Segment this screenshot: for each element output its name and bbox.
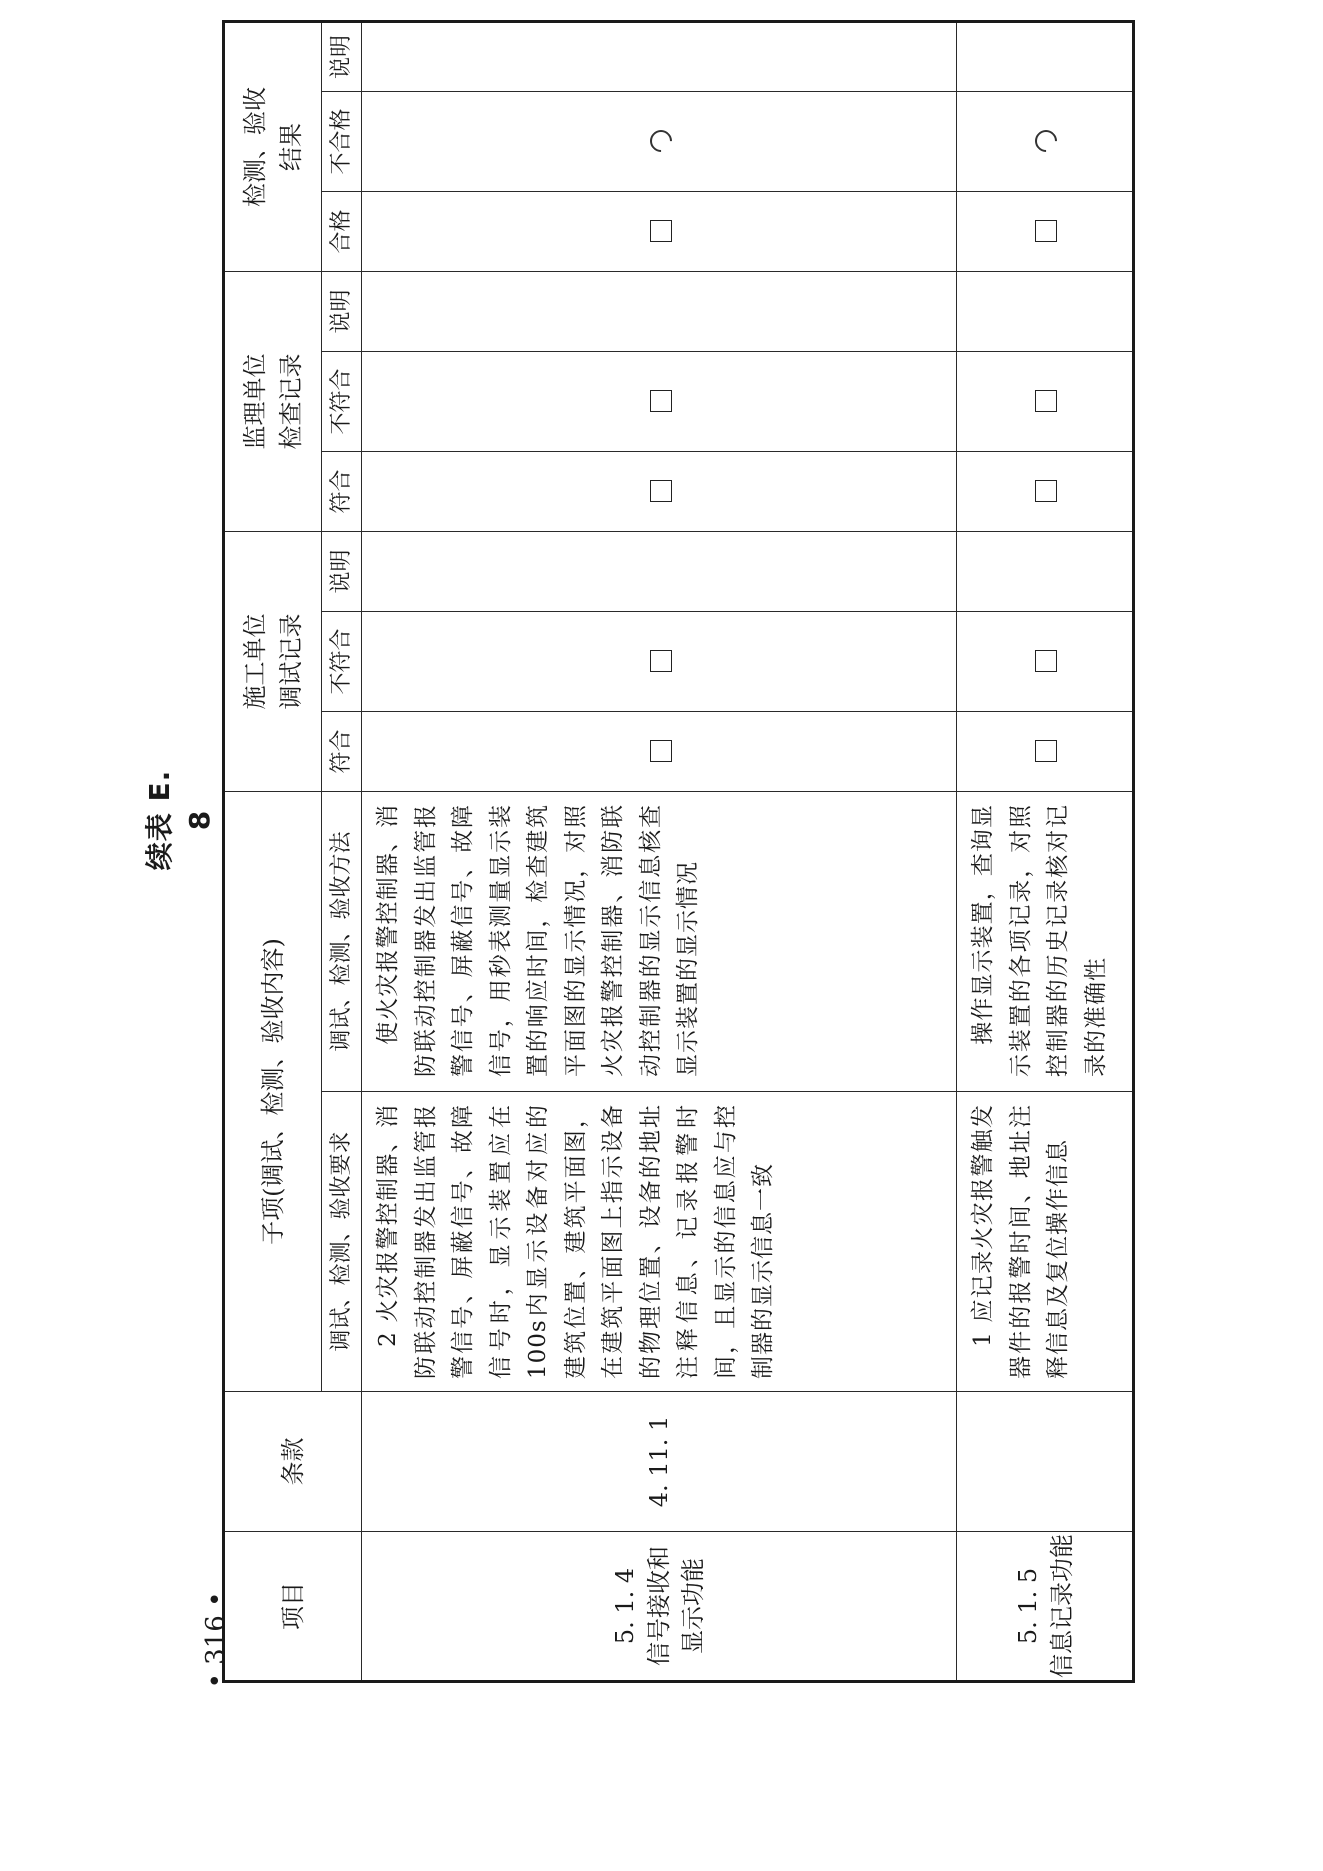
empty-checkbox-icon[interactable] bbox=[650, 480, 672, 502]
header-construction-note: 说明 bbox=[322, 531, 362, 611]
construction-conform-cell[interactable] bbox=[957, 711, 1134, 791]
header-construction-conform: 符合 bbox=[322, 711, 362, 791]
item-name-line2: 显示功能 bbox=[679, 1558, 707, 1654]
method-text: 使火灾报警控制器、消防联动控制器发出监管报警信号、屏蔽信号、故障信号，用秒表测量显示装置的响应时间，检查建筑平面图的显示情况，对照火灾报警控制器、消防联动控制器的显示信息核查显示装置的显示情况 bbox=[375, 803, 701, 1077]
empty-checkbox-icon[interactable] bbox=[1035, 480, 1057, 502]
header-supervision-conform: 符合 bbox=[322, 451, 362, 531]
result-qualified-cell[interactable] bbox=[957, 191, 1134, 271]
circle-mark-icon[interactable] bbox=[645, 126, 676, 157]
header-row-top bbox=[224, 21, 322, 1681]
header-result-unqualified: 不合格 bbox=[322, 91, 362, 191]
circle-mark-icon[interactable] bbox=[1030, 126, 1061, 157]
item-cell bbox=[957, 1532, 1134, 1682]
requirement-text: 1 应记录火灾报警触发器件的报警时间、地址注释信息及复位操作信息 bbox=[970, 1104, 1071, 1379]
header-supervision-note: 说明 bbox=[322, 271, 362, 351]
empty-checkbox-icon[interactable] bbox=[650, 390, 672, 412]
table-row bbox=[957, 21, 1134, 1681]
clause-cell: 4. 11. 1 bbox=[362, 1392, 957, 1532]
item-name-line1: 信号接收和 bbox=[645, 1546, 673, 1666]
requirement-cell bbox=[362, 1092, 957, 1392]
header-supervision-record bbox=[224, 271, 322, 531]
item-name-line1: 信息记录功能 bbox=[1047, 1534, 1076, 1678]
empty-checkbox-icon[interactable] bbox=[650, 220, 672, 242]
supervision-conform-cell[interactable] bbox=[957, 451, 1134, 531]
construction-nonconform-cell[interactable] bbox=[957, 611, 1134, 711]
supervision-note-cell bbox=[957, 271, 1134, 351]
header-result-line2: 结果 bbox=[277, 122, 305, 171]
supervision-note-cell bbox=[362, 271, 957, 351]
supervision-conform-cell[interactable] bbox=[362, 451, 957, 531]
construction-note-cell bbox=[957, 531, 1134, 611]
empty-checkbox-icon[interactable] bbox=[1035, 740, 1057, 762]
inspection-table bbox=[222, 20, 1135, 1683]
header-item: 项目 bbox=[224, 1532, 362, 1682]
inspection-table-wrapper bbox=[222, 34, 1132, 1683]
method-text: 操作显示装置，查询显示装置的各项记录，对照控制器的历史记录核对记录的准确性 bbox=[970, 803, 1109, 1077]
page-number: • 316 • bbox=[201, 1591, 231, 1689]
clause-cell bbox=[957, 1392, 1134, 1532]
result-note-cell bbox=[957, 21, 1134, 91]
header-requirement: 调试、检测、验收要求 bbox=[322, 1092, 362, 1392]
header-result-qualified: 合格 bbox=[322, 191, 362, 271]
item-code: 5. 1. 4 bbox=[611, 1567, 639, 1645]
header-subitem: 子项(调试、检测、验收内容) bbox=[224, 791, 322, 1391]
header-supervision-nonconform: 不符合 bbox=[322, 351, 362, 451]
header-result-line1: 检测、验收 bbox=[241, 86, 269, 207]
item-code: 5. 1. 5 bbox=[1013, 1567, 1042, 1645]
empty-checkbox-icon[interactable] bbox=[1035, 650, 1057, 672]
method-cell bbox=[957, 791, 1134, 1091]
header-construction-line1: 施工单位 bbox=[241, 613, 269, 710]
supervision-nonconform-cell[interactable] bbox=[362, 351, 957, 451]
header-result bbox=[224, 21, 322, 271]
header-construction-line2: 调试记录 bbox=[277, 613, 305, 710]
empty-checkbox-icon[interactable] bbox=[1035, 220, 1057, 242]
empty-checkbox-icon[interactable] bbox=[1035, 390, 1057, 412]
header-result-note: 说明 bbox=[322, 21, 362, 91]
supervision-nonconform-cell[interactable] bbox=[957, 351, 1134, 451]
table-caption: 续表 E. 8 bbox=[143, 769, 216, 871]
method-cell bbox=[362, 791, 957, 1091]
table-row bbox=[362, 21, 957, 1681]
requirement-cell bbox=[957, 1092, 1134, 1392]
header-method: 调试、检测、验收方法 bbox=[322, 791, 362, 1091]
construction-conform-cell[interactable] bbox=[362, 711, 957, 791]
construction-nonconform-cell[interactable] bbox=[362, 611, 957, 711]
result-unqualified-cell[interactable] bbox=[957, 91, 1134, 191]
header-construction-record bbox=[224, 531, 322, 791]
header-supervision-line1: 监理单位 bbox=[241, 353, 269, 450]
item-cell bbox=[362, 1532, 957, 1682]
construction-note-cell bbox=[362, 531, 957, 611]
header-construction-nonconform: 不符合 bbox=[322, 611, 362, 711]
header-supervision-line2: 检查记录 bbox=[277, 353, 305, 450]
result-qualified-cell[interactable] bbox=[362, 191, 957, 271]
empty-checkbox-icon[interactable] bbox=[650, 650, 672, 672]
empty-checkbox-icon[interactable] bbox=[650, 740, 672, 762]
requirement-text: 2 火灾报警控制器、消防联动控制器发出监管报警信号、屏蔽信号、故障信号时，显示装置应在100s内显示设备对应的建筑位置、建筑平面图，在建筑平面图上指示设备的物理位置、设备的地址注释信息、记录报警时间，且显示的信息应与控制器的显示信息一致 bbox=[375, 1104, 776, 1379]
header-clause: 条款 bbox=[224, 1392, 362, 1532]
result-unqualified-cell[interactable] bbox=[362, 91, 957, 191]
result-note-cell bbox=[362, 21, 957, 91]
